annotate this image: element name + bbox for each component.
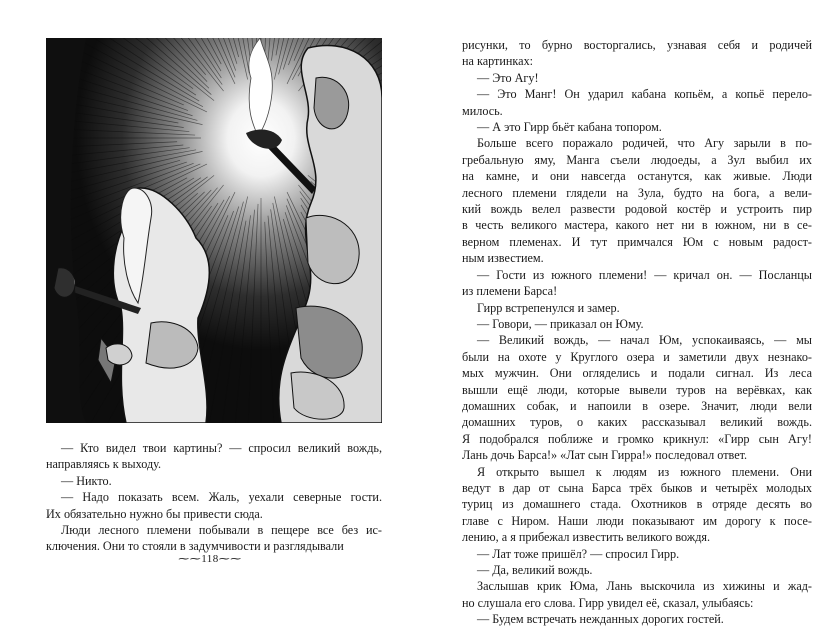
text-line: но слушала его слова. Гирр увидел её, сказал, улыбаясь: <box>462 595 754 610</box>
text-line: — Гости из южного племени! — кричал он. — Посланцы <box>477 267 812 282</box>
right-page-text <box>462 37 812 628</box>
text-line: Люди лесного племени побывали в пещере все без ис- <box>61 523 382 538</box>
text-line: ведут в дар от сына Барса трёх быков и четырёх молодых <box>462 480 812 495</box>
text-line: Лань дочь Барса!» «Лат сын Гирра!» последовал ответ. <box>462 448 748 463</box>
text-line: лесного племени глядели на Зула, будто на бога, а вели- <box>462 185 812 200</box>
text-line: мых мужчин. Они огляделись и подали сигнал. Из леса <box>462 366 812 381</box>
page-number-value: 118 <box>201 553 219 565</box>
page-number <box>0 552 420 565</box>
text-line: — Это Агу! <box>477 70 539 85</box>
text-line: направляясь к выходу. <box>46 457 162 472</box>
text-line: на камне, и они навсегда останутся, как живые. Люди <box>462 169 812 184</box>
text-line: Я подобрался поближе и громко крикнул: «Гирр сын Агу! <box>462 431 812 446</box>
text-line: Больше всего поражало родичей, что Агу зарыли в по- <box>477 136 812 151</box>
text-line: вышли ещё люди, которые вывели туров на верёвках, как <box>462 382 812 397</box>
text-line: в честь великого мастера, какого нет ни в южном, ни в се- <box>462 218 812 233</box>
text-line: домашних собак, и напоили в озере. Значит, люди вели <box>462 398 812 413</box>
text-line: — Кто видел твои картины? — спросил великий вождь, <box>61 441 382 455</box>
text-line: на картинках: <box>462 54 534 69</box>
text-line: туриц из домашнего стада. Охотников в отряде десять во <box>462 497 812 512</box>
text-line: — Это Манг! Он ударил кабана копьём, а копьё перело- <box>477 87 812 102</box>
left-page-text <box>46 440 382 555</box>
text-line: домашних туров, о каких рассказывал великий вождь. <box>462 415 812 430</box>
cave-drawing <box>46 38 382 423</box>
text-line: ным известием. <box>462 251 544 266</box>
cave-illustration <box>46 38 382 423</box>
text-line: из племени Барса! <box>462 284 558 299</box>
text-line: Их обязательно нужно бы привести сюда. <box>46 506 263 521</box>
page-number-ornament-left: ⁓⁓ <box>178 553 202 565</box>
text-line: Гирр встрепенулся и замер. <box>477 300 620 315</box>
text-line: были на охоте у Круглого озера и заметили двух незнако- <box>462 349 812 364</box>
text-line: Заслышав крик Юма, Лань выскочила из хижины и жад- <box>477 579 812 594</box>
left-page <box>0 0 420 596</box>
text-line: лению, а я прибежал известить великого вождя. <box>462 530 711 545</box>
text-line: — Великий вождь, — начал Юм, успокаиваясь, — мы <box>477 333 812 348</box>
page-number-ornament-right: ⁓⁓ <box>218 553 242 565</box>
text-line: — Никто. <box>61 473 112 488</box>
text-line: главе с Ниром. Наши люди показывают им дорогу к посе- <box>462 513 812 528</box>
text-line: гребальную яму, Манга съели людоеды, а Зул выбил их <box>462 152 812 167</box>
text-line: ключения. Они то стояли в задумчивости и разглядывали <box>46 539 344 554</box>
text-line: Я открыто вышел к людям из южного племени. Они <box>477 464 812 479</box>
text-line: верном племенах. И тут примчался Юм с новым радост- <box>462 234 812 249</box>
text-line: кий вождь велел развести родовой костёр и устроить пир <box>462 202 812 217</box>
text-line: — Лат тоже пришёл? — спросил Гирр. <box>477 546 680 561</box>
text-line: — А это Гирр бьёт кабана топором. <box>477 120 662 135</box>
text-line: рисунки, то бурно восторгались, узнавая себя и родичей <box>462 38 812 52</box>
text-line: — Да, великий вождь. <box>477 563 593 577</box>
text-line: — Говори, — приказал он Юму. <box>477 316 644 331</box>
right-page <box>420 0 840 627</box>
text-line: — Будем встречать нежданных дорогих гостей. <box>477 612 724 627</box>
text-line: — Надо показать всем. Жаль, уехали северные гости. <box>61 490 382 505</box>
text-line: милось. <box>462 103 503 118</box>
